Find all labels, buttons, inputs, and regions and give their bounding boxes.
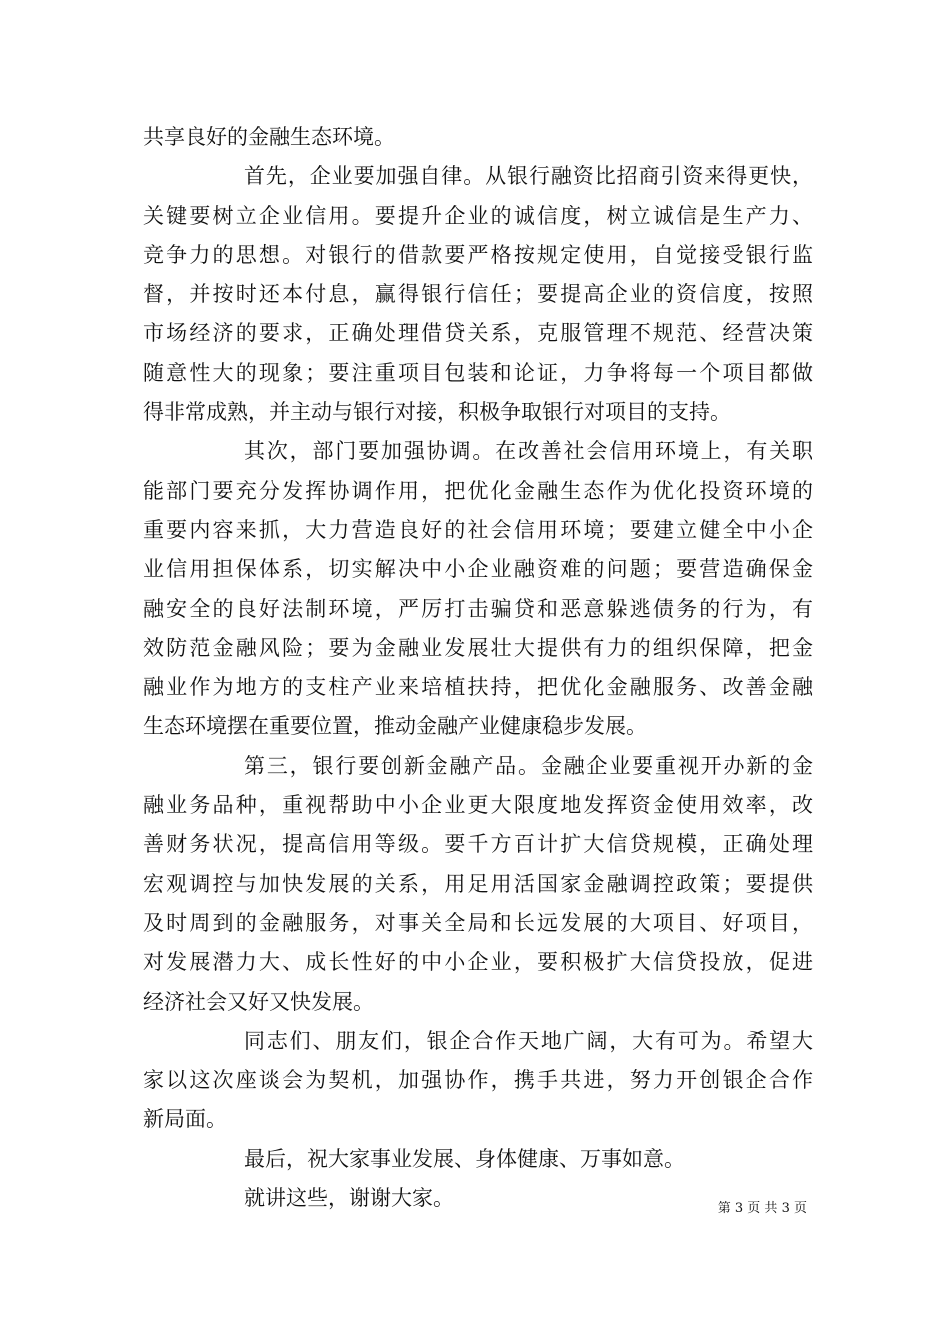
current-page-number: 3 [734, 1201, 744, 1216]
text-line: 新局面。 [143, 1107, 227, 1132]
text-line: 生态环境摆在重要位置，推动金融产业健康稳步发展。 [143, 714, 647, 739]
text-line: 竞争力的思想。对银行的借款要严格按规定使用，自觉接受银行监 [143, 242, 813, 267]
text-line: 能部门要充分发挥协调作用，把优化金融生态作为优化投资环境的 [143, 478, 813, 503]
text-line: 首先，企业要加强自律。从银行融资比招商引资来得更快， [244, 164, 813, 189]
page-label-prefix: 第 [717, 1201, 731, 1216]
text-line: 家以这次座谈会为契机，加强协作，携手共进，努力开创银企合作 [143, 1068, 813, 1093]
text-line: 同志们、朋友们，银企合作天地广阔，大有可为。希望大 [244, 1028, 813, 1053]
page-label-middle: 页 共 [747, 1201, 778, 1216]
text-line: 对发展潜力大、成长性好的中小企业，要积极扩大信贷投放，促进 [143, 950, 813, 975]
text-line: 督，并按时还本付息，赢得银行信任；要提高企业的资信度，按照 [143, 282, 813, 307]
text-line: 重要内容来抓，大力营造良好的社会信用环境；要建立健全中小企 [143, 517, 813, 542]
text-line: 业信用担保体系，切实解决中小企业融资难的问题；要营造确保金 [143, 557, 813, 582]
text-line: 市场经济的要求，正确处理借贷关系，克服管理不规范、经营决策 [143, 321, 813, 346]
page-number-label [718, 1200, 807, 1218]
text-line: 融业务品种，重视帮助中小企业更大限度地发挥资金使用效率，改 [143, 793, 813, 818]
text-line: 关键要树立企业信用。要提升企业的诚信度，树立诚信是生产力、 [143, 203, 813, 228]
text-line: 最后，祝大家事业发展、身体健康、万事如意。 [244, 1146, 685, 1171]
text-line: 随意性大的现象；要注重项目包装和论证，力争将每一个项目都做 [143, 360, 813, 385]
text-line: 共享良好的金融生态环境。 [143, 125, 395, 149]
text-line: 善财务状况，提高信用等级。要千方百计扩大信贷规模，正确处理 [143, 832, 813, 857]
text-line: 经济社会又好又快发展。 [143, 989, 374, 1014]
text-line: 宏观调控与加快发展的关系，用足用活国家金融调控政策；要提供 [143, 871, 813, 896]
text-line: 其次，部门要加强协调。在改善社会信用环境上，有关职 [244, 439, 813, 464]
total-pages-number: 3 [781, 1201, 790, 1216]
text-line: 就讲这些，谢谢大家。 [244, 1186, 454, 1211]
page-label-suffix: 页 [793, 1201, 807, 1216]
text-line: 第三，银行要创新金融产品。金融企业要重视开办新的金 [244, 753, 813, 778]
text-line: 效防范金融风险；要为金融业发展壮大提供有力的组织保障，把金 [143, 635, 813, 660]
document-body [143, 118, 813, 1218]
text-line: 得非常成熟，并主动与银行对接，积极争取银行对项目的支持。 [143, 400, 731, 425]
text-line: 及时周到的金融服务，对事关全局和长远发展的大项目、好项目， [143, 910, 813, 935]
text-line: 融业作为地方的支柱产业来培植扶持，把优化金融服务、改善金融 [143, 675, 813, 700]
text-line: 融安全的良好法制环境，严厉打击骗贷和恶意躲逃债务的行为，有 [143, 596, 813, 621]
page-footer [0, 1200, 950, 1218]
